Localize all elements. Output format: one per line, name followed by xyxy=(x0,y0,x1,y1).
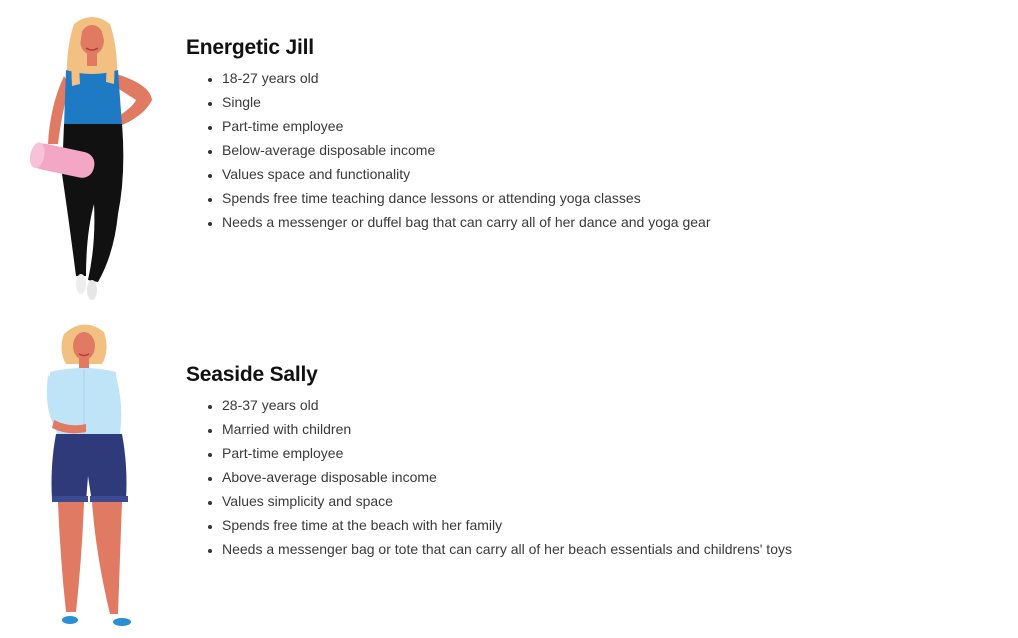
list-item: • Part-time employee xyxy=(222,114,711,138)
list-item: • 28-37 years old xyxy=(222,393,792,417)
list-item: • Married with children xyxy=(222,417,792,441)
persona-info xyxy=(186,363,792,561)
list-item: • Part-time employee xyxy=(222,441,792,465)
woman-in-shorts-and-sandals-illustration xyxy=(36,316,146,634)
list-item: • Spends free time teaching dance lessons or attending yoga classes xyxy=(222,186,711,210)
persona-card-seaside-sally xyxy=(0,310,1018,638)
list-item: • 18-27 years old xyxy=(222,66,711,90)
persona-info xyxy=(186,36,711,234)
list-item: • Below-average disposable income xyxy=(222,138,711,162)
list-item: • Above-average disposable income xyxy=(222,465,792,489)
persona-traits-list xyxy=(186,66,711,234)
persona-card-energetic-jill xyxy=(0,0,1018,310)
persona-name: Seaside Sally xyxy=(186,363,318,386)
persona-traits-list xyxy=(186,393,792,561)
woman-with-yoga-mat-illustration xyxy=(24,14,164,306)
list-item: • Single xyxy=(222,90,711,114)
list-item: • Needs a messenger bag or tote that can carry all of her beach essentials and childrens' toys xyxy=(222,537,792,561)
list-item: • Spends free time at the beach with her family xyxy=(222,513,792,537)
list-item: • Needs a messenger or duffel bag that can carry all of her dance and yoga gear xyxy=(222,210,711,234)
persona-name: Energetic Jill xyxy=(186,36,314,59)
list-item: • Values space and functionality xyxy=(222,162,711,186)
list-item: • Values simplicity and space xyxy=(222,489,792,513)
